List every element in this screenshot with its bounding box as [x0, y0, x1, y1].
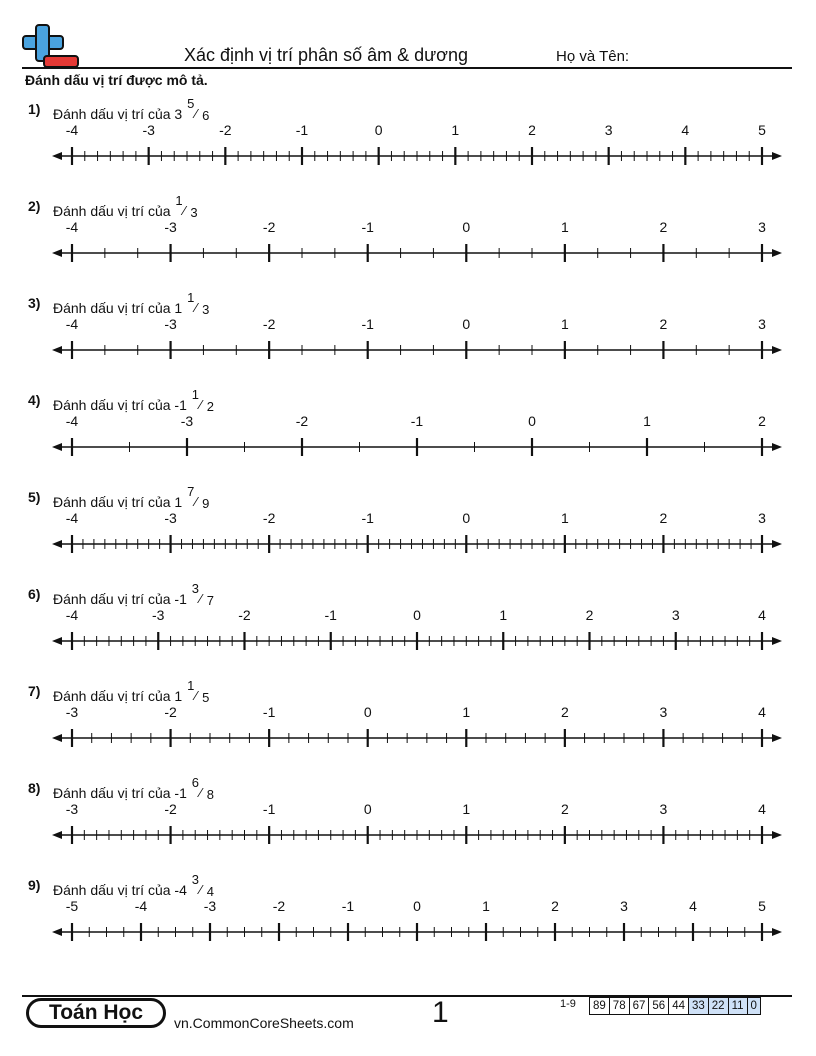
tick-label: -1 — [361, 317, 374, 332]
mixed-number-whole: 1 — [174, 494, 183, 510]
score-cell: 78 — [610, 997, 630, 1015]
score-range-label: 1-9 — [560, 998, 576, 1010]
name-label: Họ và Tên: — [556, 48, 630, 65]
tick-label: 0 — [363, 705, 372, 720]
tick-label: -2 — [272, 899, 286, 914]
tick-label: -4 — [65, 220, 79, 235]
fraction-denominator: 3 — [202, 302, 210, 317]
left-arrow-icon — [52, 928, 62, 936]
fraction-slash: ⁄ — [199, 785, 202, 800]
right-arrow-icon — [772, 249, 782, 257]
mixed-number-whole: 1 — [174, 688, 183, 704]
tick-label: -1 — [410, 414, 424, 429]
problem-prompt — [53, 193, 200, 220]
score-cell: 0 — [748, 997, 761, 1015]
left-arrow-icon — [52, 540, 62, 548]
number-line[interactable] — [22, 317, 797, 365]
tick-label: -2 — [295, 414, 309, 429]
fraction-numerator: 1 — [175, 193, 183, 208]
tick-label: 1 — [560, 511, 569, 526]
tick-label: 3 — [659, 705, 668, 720]
tick-label: 2 — [758, 414, 766, 429]
left-arrow-icon — [52, 443, 62, 451]
tick-label: -2 — [219, 123, 232, 138]
tick-label: -3 — [142, 123, 155, 138]
tick-label: 3 — [758, 317, 766, 332]
mixed-number-whole: -1 — [174, 397, 187, 413]
problem-prompt — [53, 387, 217, 414]
right-arrow-icon — [772, 152, 782, 160]
tick-label: -1 — [361, 220, 374, 235]
tick-label: 4 — [681, 123, 690, 138]
left-arrow-icon — [52, 249, 62, 257]
problem-number: 8) — [28, 780, 41, 796]
fraction-numerator: 3 — [191, 581, 199, 596]
tick-label: -1 — [361, 511, 374, 526]
fraction-denominator: 8 — [206, 787, 214, 802]
mixed-number-whole: 1 — [174, 300, 183, 316]
problem-number: 7) — [28, 683, 41, 699]
tick-label: -2 — [238, 608, 251, 623]
mixed-number-whole: -1 — [174, 591, 187, 607]
tick-label: -3 — [180, 414, 194, 429]
number-line[interactable] — [22, 608, 797, 656]
fraction — [191, 387, 217, 414]
problem-prompt — [53, 290, 212, 317]
right-arrow-icon — [772, 928, 782, 936]
tick-label: -4 — [65, 317, 79, 332]
fraction-denominator: 9 — [202, 496, 210, 511]
tick-label: 1 — [482, 899, 490, 914]
tick-label: -3 — [164, 317, 177, 332]
mixed-number-whole: 3 — [174, 106, 183, 122]
mixed-number-whole: -1 — [174, 785, 187, 801]
fraction-numerator: 7 — [187, 484, 195, 499]
tick-label: 1 — [451, 123, 460, 138]
tick-label: -4 — [65, 511, 79, 526]
tick-label: 0 — [374, 123, 383, 138]
tick-label: 3 — [620, 899, 628, 914]
fraction — [191, 775, 217, 802]
fraction-denominator: 3 — [190, 205, 198, 220]
number-line[interactable] — [22, 802, 797, 850]
tick-label: -1 — [324, 608, 337, 623]
tick-label: 2 — [551, 899, 559, 914]
tick-label: -2 — [262, 220, 276, 235]
tick-label: -5 — [65, 899, 79, 914]
tick-label: 3 — [659, 802, 668, 817]
fraction-slash: ⁄ — [195, 300, 198, 315]
fraction — [174, 193, 200, 220]
tick-label: -3 — [65, 705, 79, 720]
problem-prompt — [53, 96, 212, 123]
tick-label: -3 — [203, 899, 217, 914]
problem-6 — [22, 581, 797, 676]
tick-label: -2 — [262, 511, 276, 526]
right-arrow-icon — [772, 831, 782, 839]
tick-label: -4 — [134, 899, 148, 914]
fraction — [186, 290, 212, 317]
fraction — [191, 872, 217, 899]
number-line[interactable] — [22, 705, 797, 753]
tick-label: 4 — [758, 802, 766, 817]
fraction-denominator: 6 — [202, 108, 210, 123]
tick-label: 4 — [689, 899, 697, 914]
tick-label: 1 — [560, 317, 569, 332]
tick-label: 2 — [585, 608, 594, 623]
tick-label: 2 — [560, 705, 569, 720]
tick-label: -1 — [262, 802, 276, 817]
fraction-slash: ⁄ — [199, 397, 202, 412]
right-arrow-icon — [772, 346, 782, 354]
tick-label: 0 — [528, 414, 536, 429]
left-arrow-icon — [52, 734, 62, 742]
left-arrow-icon — [52, 831, 62, 839]
score-cell: 44 — [669, 997, 689, 1015]
tick-label: 2 — [528, 123, 536, 138]
score-cell: 11 — [729, 997, 748, 1015]
fraction — [186, 678, 212, 705]
problem-number: 5) — [28, 489, 41, 505]
tick-label: -2 — [164, 802, 177, 817]
problem-5 — [22, 484, 797, 579]
tick-label: -4 — [65, 123, 79, 138]
prompt-text: Đánh dấu vị trí của — [53, 591, 175, 607]
tick-label: 1 — [462, 802, 471, 817]
right-arrow-icon — [772, 637, 782, 645]
tick-label: -2 — [262, 317, 276, 332]
score-cell: 89 — [590, 997, 610, 1015]
tick-label: -4 — [65, 414, 79, 429]
site-url: vn.CommonCoreSheets.com — [174, 1015, 354, 1031]
problem-4 — [22, 387, 797, 482]
problem-number: 2) — [28, 198, 41, 214]
problem-2 — [22, 193, 797, 288]
score-cell: 33 — [689, 997, 709, 1015]
tick-label: -3 — [152, 608, 165, 623]
problem-8 — [22, 775, 797, 870]
tick-label: -1 — [262, 705, 276, 720]
plus-minus-logo-icon — [22, 24, 82, 68]
problem-prompt — [53, 775, 217, 802]
fraction-numerator: 1 — [187, 678, 195, 693]
fraction-numerator: 1 — [187, 290, 195, 305]
fraction-slash: ⁄ — [183, 203, 186, 218]
tick-label: 0 — [413, 608, 421, 623]
prompt-text: Đánh dấu vị trí của — [53, 882, 175, 898]
tick-label: 3 — [758, 220, 766, 235]
prompt-text: Đánh dấu vị trí của — [53, 106, 175, 122]
problem-7 — [22, 678, 797, 773]
tick-label: 2 — [659, 220, 668, 235]
tick-label: 3 — [758, 511, 766, 526]
problem-3 — [22, 290, 797, 385]
tick-label: 3 — [671, 608, 680, 623]
prompt-text: Đánh dấu vị trí của — [53, 494, 175, 510]
number-line[interactable] — [22, 220, 797, 268]
score-cell: 56 — [649, 997, 669, 1015]
fraction — [191, 581, 217, 608]
tick-label: 0 — [462, 511, 471, 526]
tick-label: 4 — [758, 705, 766, 720]
tick-label: 2 — [560, 802, 569, 817]
number-line[interactable] — [22, 123, 797, 171]
number-line[interactable] — [22, 511, 797, 559]
prompt-text: Đánh dấu vị trí của — [53, 785, 175, 801]
tick-label: 0 — [363, 802, 372, 817]
tick-label: 3 — [604, 123, 613, 138]
score-cell: 22 — [709, 997, 729, 1015]
prompt-text: Đánh dấu vị trí của — [53, 203, 175, 219]
tick-label: -4 — [65, 608, 79, 623]
fraction-slash: ⁄ — [199, 591, 202, 606]
brand-badge: Toán Học — [26, 998, 166, 1028]
tick-label: 1 — [643, 414, 651, 429]
number-line[interactable] — [22, 414, 797, 462]
tick-label: 0 — [413, 899, 421, 914]
problem-1 — [22, 96, 797, 191]
fraction-denominator: 2 — [206, 399, 214, 414]
fraction — [186, 484, 212, 511]
tick-label: -1 — [341, 899, 355, 914]
tick-label: 1 — [560, 220, 569, 235]
tick-label: 1 — [499, 608, 508, 623]
problem-prompt — [53, 484, 212, 511]
tick-label: 4 — [758, 608, 766, 623]
problem-number: 6) — [28, 586, 41, 602]
problem-prompt — [53, 678, 212, 705]
right-arrow-icon — [772, 734, 782, 742]
tick-label: 2 — [659, 511, 668, 526]
fraction-denominator: 7 — [206, 593, 214, 608]
fraction — [186, 96, 212, 123]
mixed-number-whole: -4 — [174, 882, 187, 898]
problem-number: 4) — [28, 392, 41, 408]
tick-label: -3 — [65, 802, 79, 817]
problem-prompt — [53, 581, 217, 608]
right-arrow-icon — [772, 540, 782, 548]
fraction-numerator: 5 — [187, 96, 195, 111]
fraction-numerator: 3 — [191, 872, 199, 887]
problem-number: 3) — [28, 295, 41, 311]
tick-label: 2 — [659, 317, 668, 332]
header-divider — [22, 67, 792, 69]
problem-9 — [22, 872, 797, 967]
problem-number: 1) — [28, 101, 41, 117]
score-table — [589, 997, 761, 1015]
problem-prompt — [53, 872, 217, 899]
fraction-slash: ⁄ — [195, 494, 198, 509]
tick-label: 5 — [758, 123, 766, 138]
prompt-text: Đánh dấu vị trí của — [53, 397, 175, 413]
left-arrow-icon — [52, 637, 62, 645]
tick-label: -1 — [295, 123, 309, 138]
fraction-denominator: 4 — [206, 884, 214, 899]
tick-label: -2 — [164, 705, 177, 720]
fraction-numerator: 1 — [191, 387, 199, 402]
problem-number: 9) — [28, 877, 41, 893]
tick-label: 0 — [462, 317, 471, 332]
instructions: Đánh dấu vị trí được mô tả. — [25, 72, 208, 88]
tick-label: 1 — [462, 705, 471, 720]
score-cell: 67 — [630, 997, 650, 1015]
fraction-slash: ⁄ — [195, 688, 198, 703]
right-arrow-icon — [772, 443, 782, 451]
fraction-slash: ⁄ — [199, 882, 202, 897]
prompt-text: Đánh dấu vị trí của — [53, 300, 175, 316]
worksheet-title: Xác định vị trí phân số âm & dương — [184, 45, 469, 65]
tick-label: 0 — [462, 220, 471, 235]
left-arrow-icon — [52, 152, 62, 160]
page-number: 1 — [432, 996, 449, 1029]
number-line[interactable] — [22, 899, 797, 947]
fraction-slash: ⁄ — [195, 106, 198, 121]
tick-label: 5 — [758, 899, 766, 914]
fraction-denominator: 5 — [202, 690, 210, 705]
prompt-text: Đánh dấu vị trí của — [53, 688, 175, 704]
fraction-numerator: 6 — [191, 775, 199, 790]
left-arrow-icon — [52, 346, 62, 354]
tick-label: -3 — [164, 511, 177, 526]
tick-label: -3 — [164, 220, 177, 235]
